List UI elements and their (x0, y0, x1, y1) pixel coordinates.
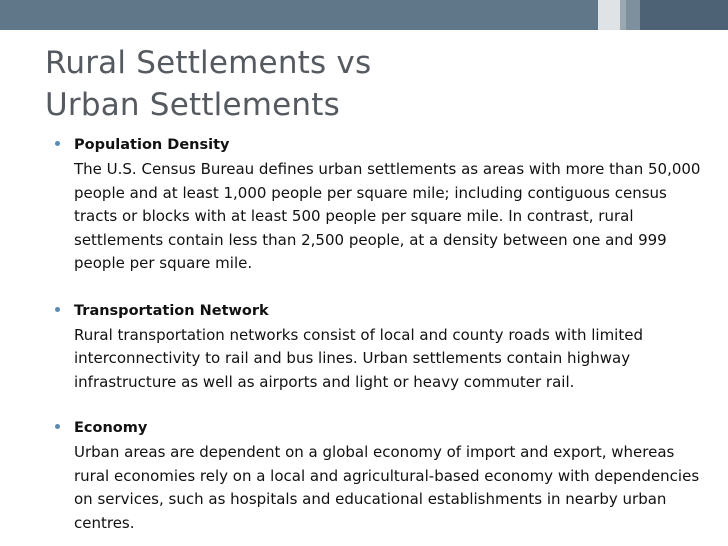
bullet-text: Rural transportation networks consist of local and county roads with limited interconnectivity to rail and bus lines. Urban settlements contain highway infrastructure as well as airports and light or heavy commuter rail. (74, 325, 643, 391)
bullet-heading: Population Density (74, 137, 230, 153)
slide-title (45, 42, 685, 126)
bullet-item-economy (52, 418, 702, 535)
bullet-icon (55, 424, 60, 429)
slide-title-line: Rural Settlements vs (45, 45, 372, 81)
header-bar-accent (640, 0, 728, 30)
bullet-icon (55, 141, 60, 146)
bullet-item-transportation-network (52, 301, 702, 395)
bullet-text: The U.S. Census Bureau defines urban settlements as areas with more than 50,000 people and at least 1,000 people per square mile; including contiguous census tracts or blocks with at least 500 people per square mile. In contrast, rural settlements contain less than 2,500 people, at a density between one and 999 people per square mile. (74, 160, 701, 272)
bullet-text: Urban areas are dependent on a global economy of import and export, whereas rural economies rely on a local and agricultural-based economy with dependencies on services, such as hospitals and educational establishments in nearby urban centres. (74, 443, 700, 532)
bullet-icon (55, 307, 60, 312)
slide-title-line: Urban Settlements (45, 87, 340, 123)
bullet-item-population-density (52, 135, 702, 276)
header-bar-accent (598, 0, 620, 30)
header-bar (0, 0, 728, 30)
slide-content (52, 135, 702, 535)
bullet-heading: Transportation Network (74, 302, 269, 319)
header-bar-accent (626, 0, 640, 30)
bullet-heading: Economy (74, 420, 148, 436)
